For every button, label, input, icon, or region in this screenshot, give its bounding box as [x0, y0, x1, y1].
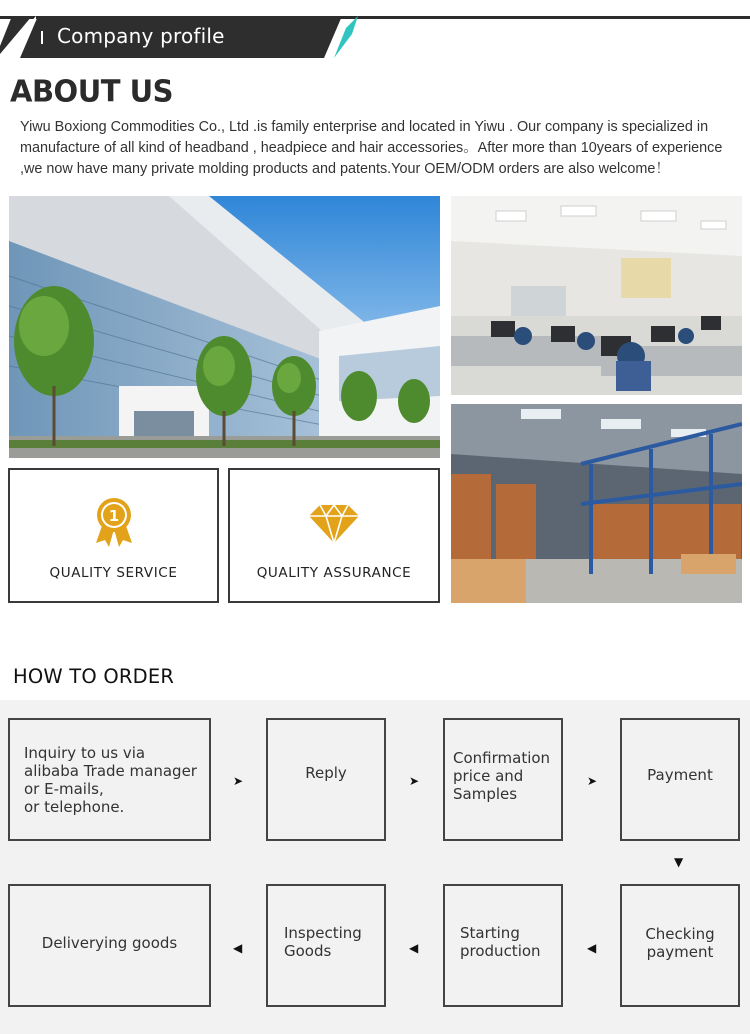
arrow-left-icon: ◀ [409, 941, 419, 955]
about-heading: ABOUT US [10, 73, 174, 109]
feature-label: QUALITY SERVICE [49, 565, 178, 581]
banner-divider [41, 31, 43, 44]
step-text: Deliverying goods [41, 933, 178, 952]
office-photo [451, 196, 742, 395]
company-building-photo [9, 196, 440, 458]
how-to-order-heading: HOW TO ORDER [13, 665, 175, 688]
award-badge-icon [94, 497, 134, 547]
about-line: manufacture of all kind of headband , headpiece and hair accessories。After more than 10years of experience [20, 140, 723, 156]
arrow-right-icon: ➤ [233, 774, 244, 788]
arrow-right-icon: ➤ [587, 774, 598, 788]
step-text: Inspecting Goods [284, 923, 362, 960]
diamond-icon [308, 504, 360, 544]
step-text: Confirmation price and Samples [453, 748, 551, 803]
step-checking-payment [620, 884, 740, 1007]
step-delivering-goods [8, 884, 211, 1007]
badge-number: 1 [108, 507, 119, 525]
about-line: ,we now have many private molding products and patents.Your OEM/ODM orders are also welcome！ [20, 161, 670, 177]
step-payment [620, 718, 740, 841]
feature-label: QUALITY ASSURANCE [256, 565, 412, 581]
arrow-down-icon: ▼ [674, 855, 684, 869]
step-text: Checking payment [645, 924, 715, 961]
step-text: Payment [647, 765, 713, 784]
step-inquiry [8, 718, 211, 841]
arrow-left-icon: ◀ [233, 941, 243, 955]
step-text: Reply [305, 763, 347, 782]
step-inspecting-goods [266, 884, 386, 1007]
quality-assurance-card [228, 468, 440, 603]
arrow-right-icon: ➤ [409, 774, 420, 788]
step-text: Starting production [460, 923, 541, 960]
step-confirmation [443, 718, 563, 841]
banner-title: Company profile [57, 24, 225, 48]
step-starting-production [443, 884, 563, 1007]
step-text: Inquiry to us via alibaba Trade manager or E-mails, or telephone. [24, 743, 197, 816]
about-paragraph [20, 117, 736, 180]
about-line: Yiwu Boxiong Commodities Co., Ltd .is family enterprise and located in Yiwu . Our company is specialized in [20, 119, 709, 135]
arrow-left-icon: ◀ [587, 941, 597, 955]
section-banner [0, 16, 360, 58]
warehouse-photo [451, 404, 742, 603]
quality-service-card [8, 468, 219, 603]
step-reply [266, 718, 386, 841]
